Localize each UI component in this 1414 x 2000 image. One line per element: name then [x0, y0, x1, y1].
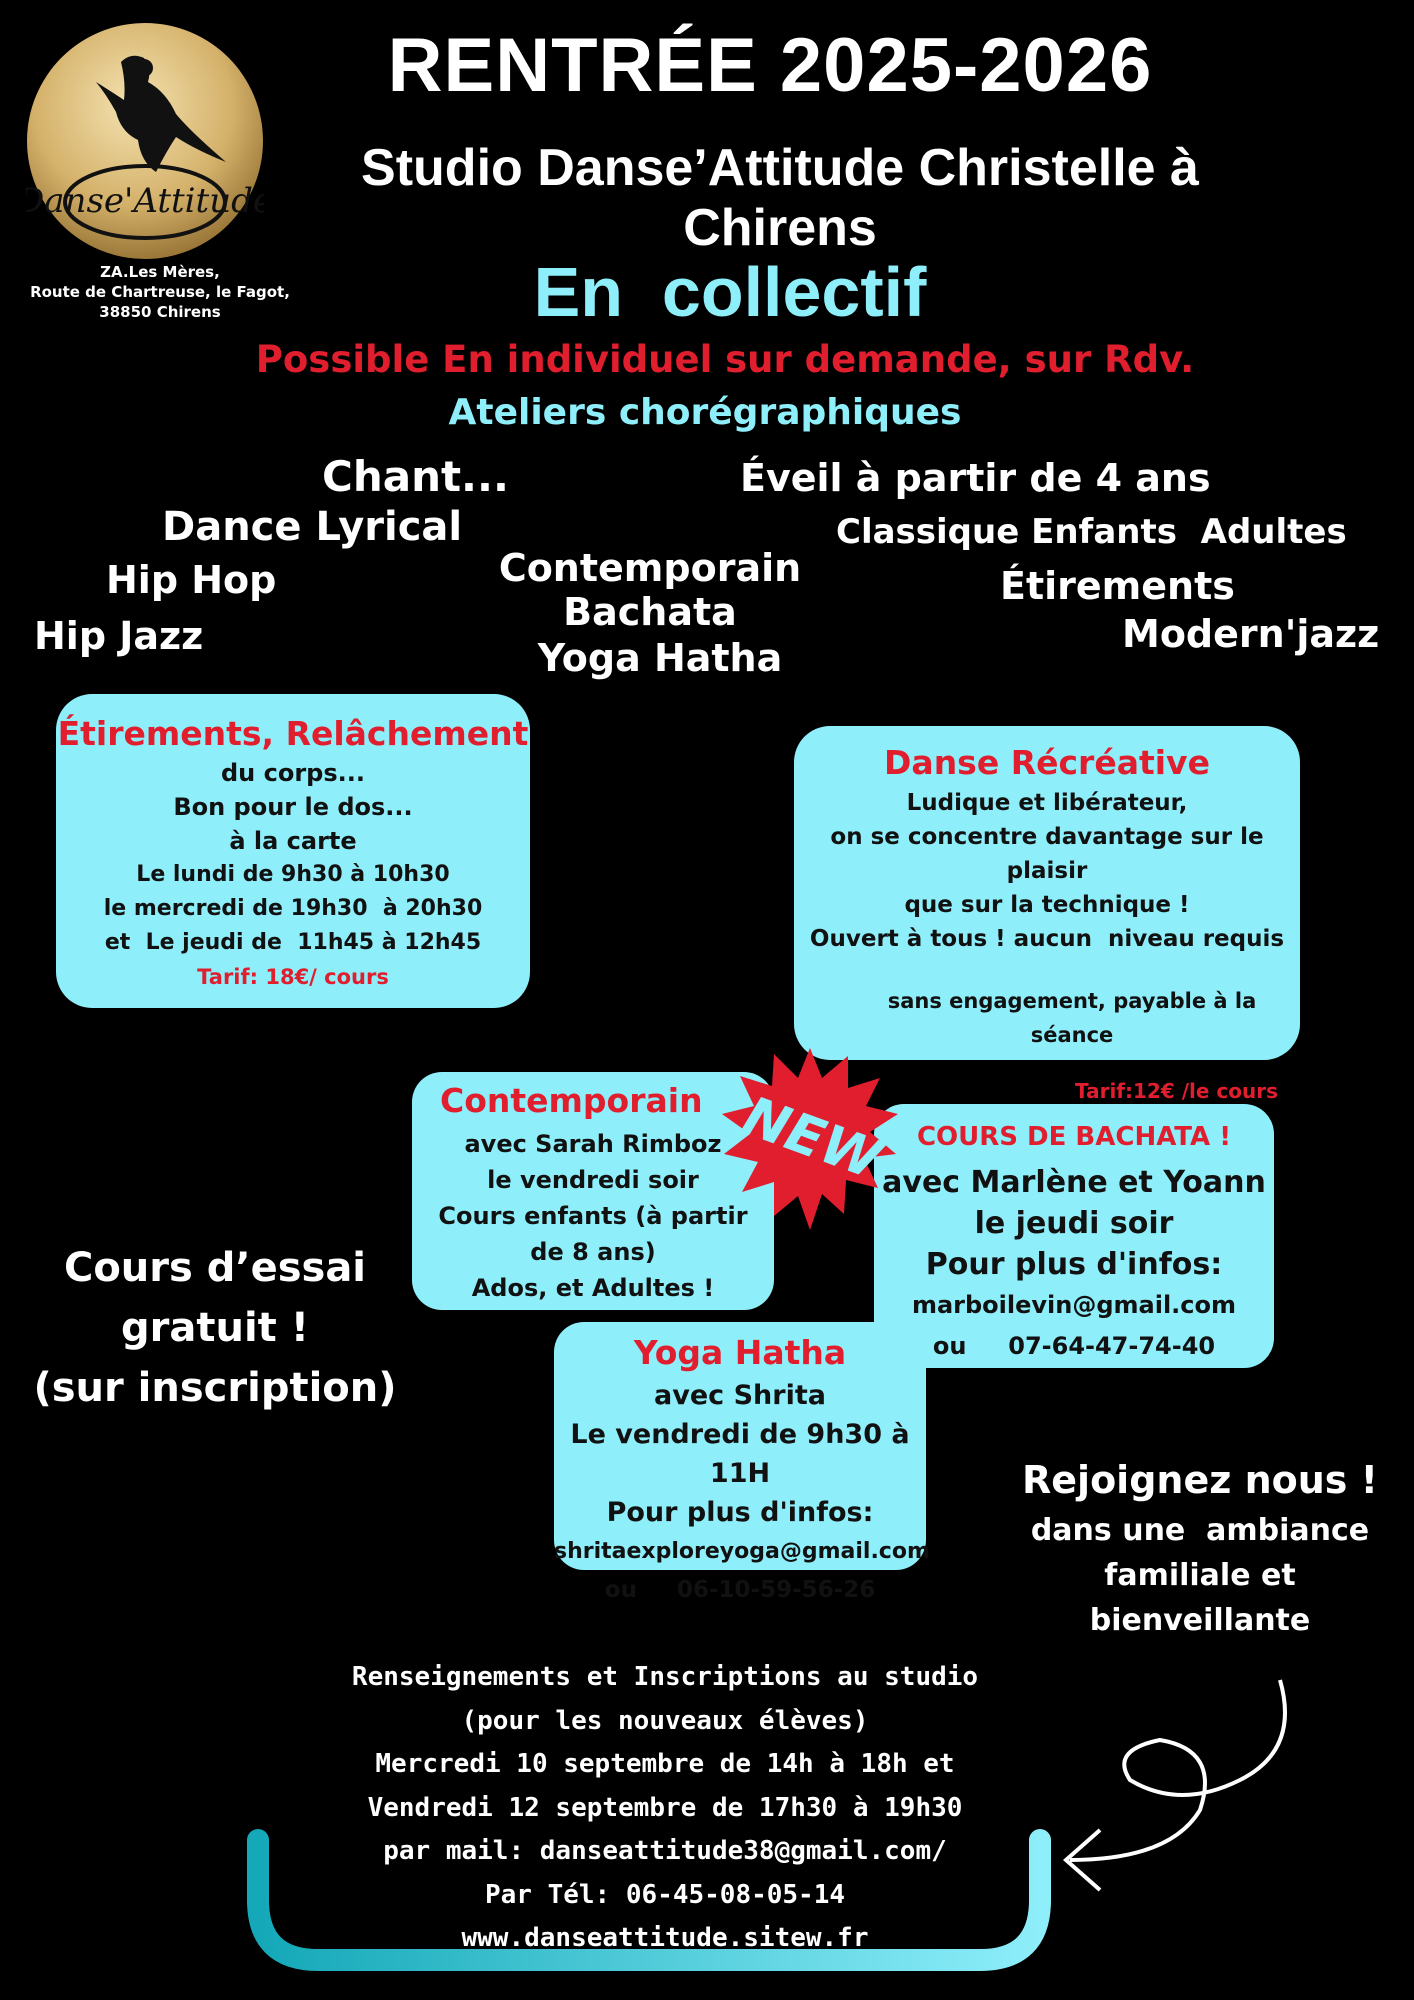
style-contemporain: Contemporain: [498, 546, 802, 590]
recreative-line: Ludique et libérateur,: [906, 790, 1188, 816]
yoga-phone: ou 06-10-59-56-26: [604, 1577, 876, 1603]
footer-website: www.danseattitude.sitew.fr: [461, 1923, 869, 1953]
footer-line: Mercredi 10 septembre de 14h à 18h et: [375, 1749, 955, 1779]
yoga-line: Pour plus d'infos:: [606, 1497, 874, 1528]
yoga-email: shritaexploreyoga@gmail.com: [554, 1539, 930, 1564]
style-lyrical: Dance Lyrical: [162, 504, 463, 550]
new-badge: [718, 1044, 902, 1240]
contemporain-line: avec Sarah Rimboz: [464, 1130, 722, 1158]
rejoignez-line: dans une ambiance: [1030, 1513, 1370, 1548]
bachata-email: marboilevin@gmail.com: [911, 1291, 1237, 1319]
etirements-line: du corps...: [221, 759, 365, 787]
individuel-note: Possible En individuel sur demande, sur Rdv.: [255, 338, 1195, 381]
curly-arrow-icon: [1070, 1680, 1285, 1860]
essai-line: (sur inscription): [33, 1365, 397, 1411]
etirements-card: [56, 694, 530, 1008]
recreative-engagement: sans engagement, payable à la séance: [887, 989, 1257, 1047]
style-classique: Classique Enfants Adultes: [836, 512, 1347, 552]
footer-line: (pour les nouveaux élèves): [461, 1705, 869, 1736]
new-badge-label: NEW: [734, 1084, 890, 1192]
etirements-line: le mercredi de 19h30 à 20h30: [103, 896, 483, 921]
recreative-tarif: Tarif:12€ /le cours: [1075, 1079, 1278, 1103]
etirements-line: et Le jeudi de 11h45 à 12h45: [104, 930, 482, 955]
essai-note: [20, 1238, 410, 1418]
contemporain-card-title: Contemporain: [440, 1081, 703, 1120]
style-bachata: Bachata: [563, 590, 737, 634]
style-chant: Chant...: [322, 452, 509, 501]
footer-info: [250, 1656, 1080, 1961]
recreative-card-title: Danse Récréative: [884, 743, 1210, 782]
recreative-card: [794, 726, 1300, 1103]
bachata-line: Pour plus d'infos:: [925, 1247, 1223, 1282]
yoga-line: Le vendredi de 9h30 à 11H: [570, 1419, 910, 1489]
dancer-logo-icon: [26, 22, 264, 260]
rejoignez-line: familiale et: [1104, 1558, 1296, 1593]
footer-line: Vendredi 12 septembre de 17h30 à 19h30: [367, 1792, 963, 1823]
address-line: ZA.Les Mères,: [100, 263, 220, 281]
rejoignez-note: [1010, 1452, 1390, 1643]
style-yoga: Yoga Hatha: [537, 636, 783, 680]
page-subtitle: Studio Danse’Attitude Christelle à Chirens: [361, 139, 1199, 257]
bachata-phone: ou 07-64-47-74-40: [932, 1332, 1216, 1360]
bachata-card: [874, 1104, 1274, 1368]
recreative-line: on se concentre davantage sur le plaisir: [830, 824, 1264, 884]
etirements-line: Bon pour le dos...: [173, 793, 413, 821]
studio-logo: [26, 22, 264, 260]
yoga-line: avec Shrita: [654, 1380, 826, 1411]
style-hipjazz: Hip Jazz: [34, 614, 204, 658]
recreative-line: Ouvert à tous ! aucun niveau requis: [809, 926, 1285, 952]
address-line: 38850 Chirens: [99, 303, 221, 321]
collectif-heading: En collectif: [533, 253, 927, 331]
style-eveil: Éveil à partir de 4 ans: [740, 456, 1211, 500]
contemporain-line: de 8 ans): [530, 1238, 656, 1266]
style-etirements: Étirements: [1000, 564, 1235, 608]
style-hiphop: Hip Hop: [106, 558, 277, 602]
page-title: RENTRÉE 2025-2026: [387, 23, 1153, 108]
contemporain-line: le vendredi soir: [487, 1166, 699, 1194]
yoga-card-title: Yoga Hatha: [633, 1333, 847, 1372]
yoga-card: [554, 1322, 930, 1603]
etirements-tarif: Tarif: 18€/ cours: [197, 965, 389, 989]
footer-line: Renseignements et Inscriptions au studio: [351, 1662, 979, 1692]
studio-address: [20, 262, 300, 322]
etirements-card-title: Étirements, Relâchement: [57, 714, 529, 753]
etirements-line: Le lundi de 9h30 à 10h30: [136, 862, 450, 887]
ateliers-heading: Ateliers chorégraphiques: [448, 392, 962, 433]
address-line: Route de Chartreuse, le Fagot,: [30, 283, 290, 301]
rejoignez-title: Rejoignez nous !: [1022, 1458, 1378, 1502]
bachata-line: le jeudi soir: [974, 1206, 1174, 1241]
contemporain-line: Cours enfants (à partir: [438, 1202, 748, 1230]
bachata-line: avec Marlène et Yoann: [882, 1165, 1266, 1200]
starburst-icon: [718, 1044, 902, 1240]
style-modern: Modern'jazz: [1122, 612, 1380, 656]
rejoignez-line: bienveillante: [1089, 1603, 1311, 1638]
logo-text: Danse'Attitude: [26, 181, 264, 221]
footer-phone: Par Tél: 06-45-08-05-14: [484, 1879, 846, 1910]
etirements-line: à la carte: [229, 827, 357, 855]
essai-line: Cours d’essai: [63, 1245, 367, 1291]
recreative-line: que sur la technique !: [904, 892, 1190, 918]
essai-line: gratuit !: [121, 1305, 309, 1351]
footer-email: par mail: danseattitude38@gmail.com/: [383, 1836, 947, 1866]
bachata-card-title: COURS DE BACHATA !: [916, 1122, 1232, 1152]
contemporain-line: Ados, et Adultes !: [471, 1274, 715, 1302]
